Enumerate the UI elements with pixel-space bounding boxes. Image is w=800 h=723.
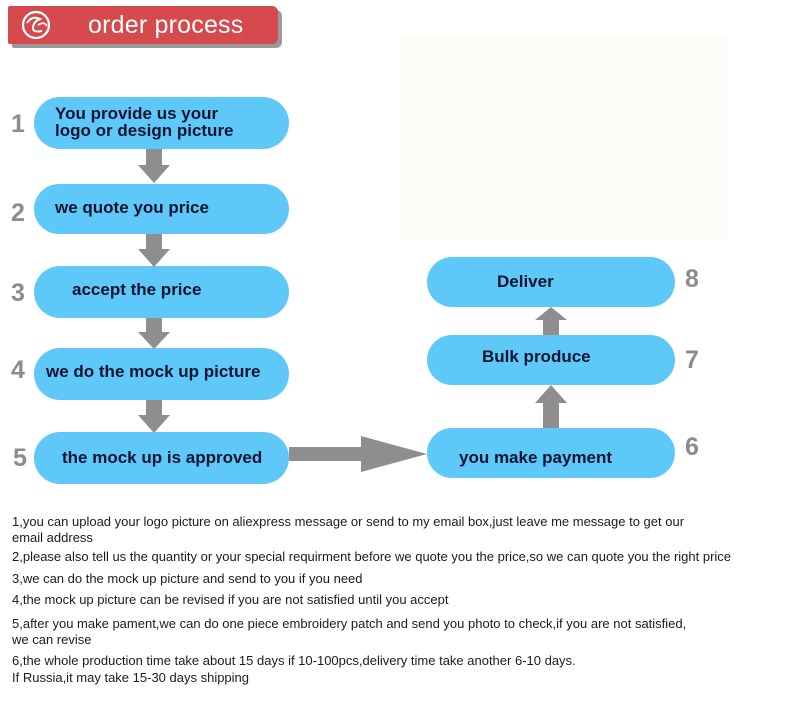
step-4-mock-up (34, 348, 289, 400)
step-3-label: accept the price (72, 280, 202, 299)
step-number-7: 7 (685, 346, 699, 374)
step-7-bulk-produce (427, 335, 675, 385)
arrow-down-2-3 (138, 234, 170, 267)
page-title: order process (88, 11, 244, 39)
company-logo-icon (18, 9, 54, 41)
step-number-3: 3 (11, 279, 25, 307)
note-1-line1: 1,you can upload your logo picture on aliexpress message or send to my email box,just leave me message to get our (12, 514, 685, 529)
step-number-1: 1 (11, 110, 25, 138)
note-1-line2: email address (12, 530, 93, 545)
note-4: 4,the mock up picture can be revised if you are not satisfied until you accept (12, 592, 449, 607)
step-8-deliver (427, 257, 675, 307)
step-4-label: we do the mock up picture (46, 362, 261, 381)
note-5-line1: 5,after you make pament,we can do one piece embroidery patch and send you photo to check,if you are not satisfied, (12, 616, 687, 631)
note-6-line2: If Russia,it may take 15-30 days shipping (12, 670, 250, 685)
arrow-up-6-7 (535, 385, 567, 428)
step-5-mock-up-approved (34, 432, 289, 484)
step-2-label: we quote you price (55, 198, 209, 217)
note-2: 2,please also tell us the quantity or your special requirment before we quote you the price,so we can quote you the right price (12, 549, 732, 564)
step-6-label: you make payment (459, 448, 613, 467)
note-6-line1: 6,the whole production time take about 15 days if 10-100pcs,delivery time take another 6-10 days. (12, 653, 576, 668)
step-number-4: 4 (11, 356, 25, 384)
step-number-6: 6 (685, 433, 699, 461)
header-banner (8, 6, 278, 44)
step-6-make-payment (427, 428, 675, 478)
step-8-label: Deliver (497, 272, 554, 291)
arrow-up-7-8 (535, 307, 567, 335)
step-2-quote-price (34, 184, 289, 234)
step-1-label-line1: You provide us your (55, 104, 219, 123)
step-1-label-line2: logo or design picture (55, 121, 234, 140)
background-panel (400, 36, 728, 240)
note-5-line2: we can revise (12, 632, 92, 647)
note-3: 3,we can do the mock up picture and send to you if you need (12, 571, 363, 586)
arrow-down-4-5 (138, 400, 170, 433)
step-3-accept-price (34, 266, 289, 318)
step-1-provide-logo (34, 97, 289, 149)
arrow-down-1-2 (138, 149, 170, 183)
arrow-down-3-4 (138, 318, 170, 349)
step-7-label: Bulk produce (482, 347, 591, 366)
step-5-label: the mock up is approved (62, 448, 263, 467)
step-number-2: 2 (11, 199, 25, 227)
step-number-8: 8 (685, 265, 699, 293)
arrow-right-5-6 (289, 436, 427, 472)
step-number-5: 5 (13, 444, 27, 472)
